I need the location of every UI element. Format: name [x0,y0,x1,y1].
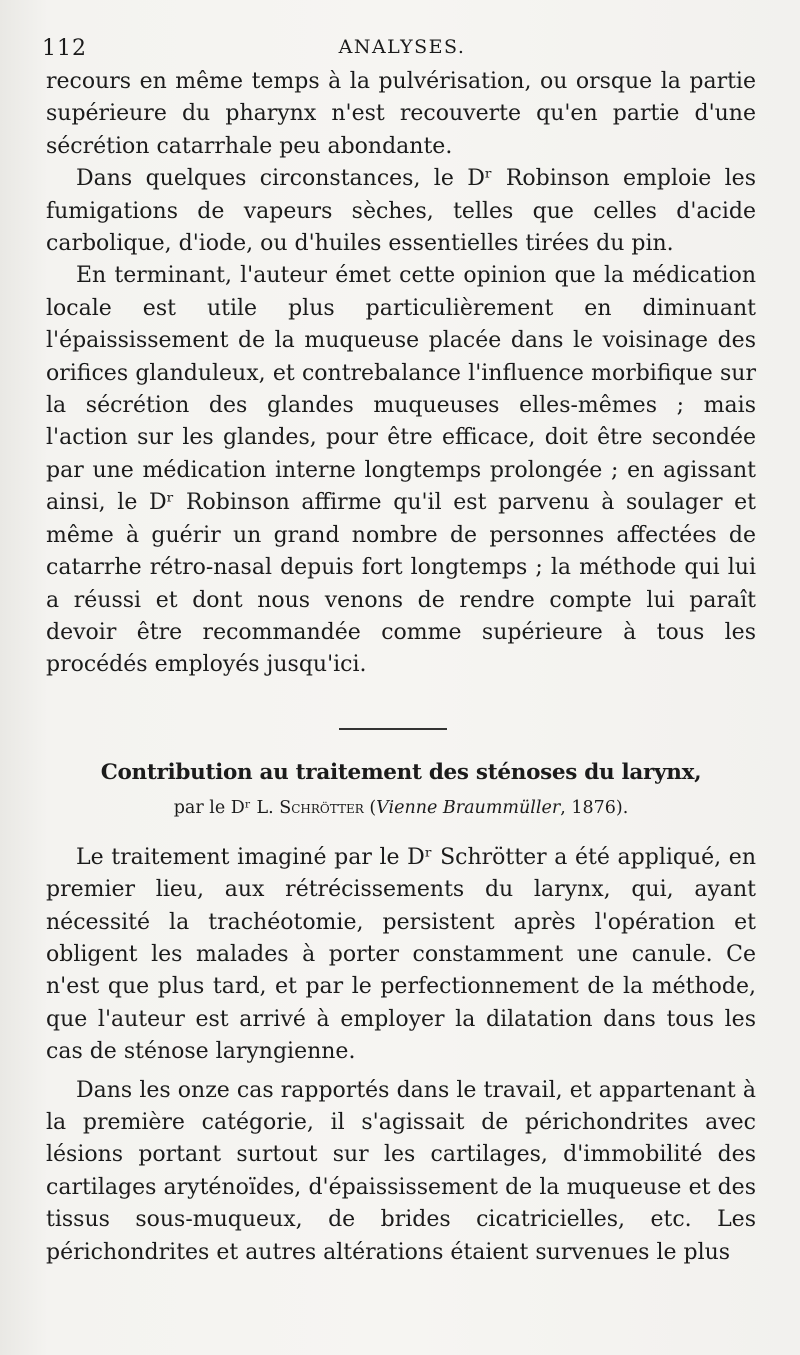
paragraph: Dans les onze cas rapportés dans le travail, et appartenant à la première catégorie, il s'agissait de périchondrites avec lésions portant surtout sur les cartilages, d'immobilité des cartilages aryténoïdes, d'épaississement de la muqueuse et des tissus sous-muqueux, de brides cicatricielles, etc. Les périchondrites et autres altérations étaient survenues le plus [46,1077,756,1265]
author-name: Schrötter [279,797,364,818]
page-header [42,30,762,60]
byline-prefix: par le Dʳ L. [173,797,274,818]
source-publisher: Vienne Braummüller [376,797,561,818]
article-byline: par le Dʳ L. Schrötter (Vienne Braummüller, 1876). [173,797,629,818]
text-block [46,66,756,1269]
paragraph: Le traitement imaginé par le Dʳ Schrötter a été appliqué, en premier lieu, aux rétrécissements du larynx, qui, ayant nécessité la trachéotomie, persistent après l'opération et obligent les malades à porter constamment une canule. Ce n'est que plus tard, et par le perfectionnement de la méthode, que l'auteur est arrivé à employer la dilatation dans tous les cas de sténose laryngienne. [46,844,756,1065]
section-separator [339,728,447,730]
paragraph: En terminant, l'auteur émet cette opinion que la médication locale est utile plus particulièrement en diminuant l'épaississement de la muqueuse placée dans le voisinage des orifices glanduleux, et contrebalance l'influence morbifique sur la sécrétion des glandes muqueuses elles-mêmes ; mais l'action sur les glandes, pour être efficace, doit être secondée par une médication interne longtemps prolongée ; en agissant ainsi, le Dʳ Robinson affirme qu'il est parvenu à soulager et même à guérir un grand nombre de personnes affectées de catarrhe rétro-nasal depuis fort longtemps ; la méthode qui lui a réussi et dont nous venons de rendre compte lui paraît devoir être recommandée comme supérieure à tous les procédés employés jusqu'ici. [46,263,756,678]
running-head: ANALYSES. [338,36,466,58]
paragraph-continuation: recours en même temps à la pulvérisation, ou orsque la partie supérieure du pharynx n'est recouverte qu'en partie d'une sécrétion catarrhale peu abondante. [46,69,756,159]
source-year: , 1876). [560,797,629,818]
article-title: Contribution au traitement des sténoses du larynx, [100,759,702,785]
page-number: 112 [42,36,87,61]
paragraph: Dans quelques circonstances, le Dʳ Robinson emploie les fumigations de vapeurs sèches, telles que celles d'acide carbolique, d'iode, ou d'huiles essentielles tirées du pin. [46,166,756,257]
